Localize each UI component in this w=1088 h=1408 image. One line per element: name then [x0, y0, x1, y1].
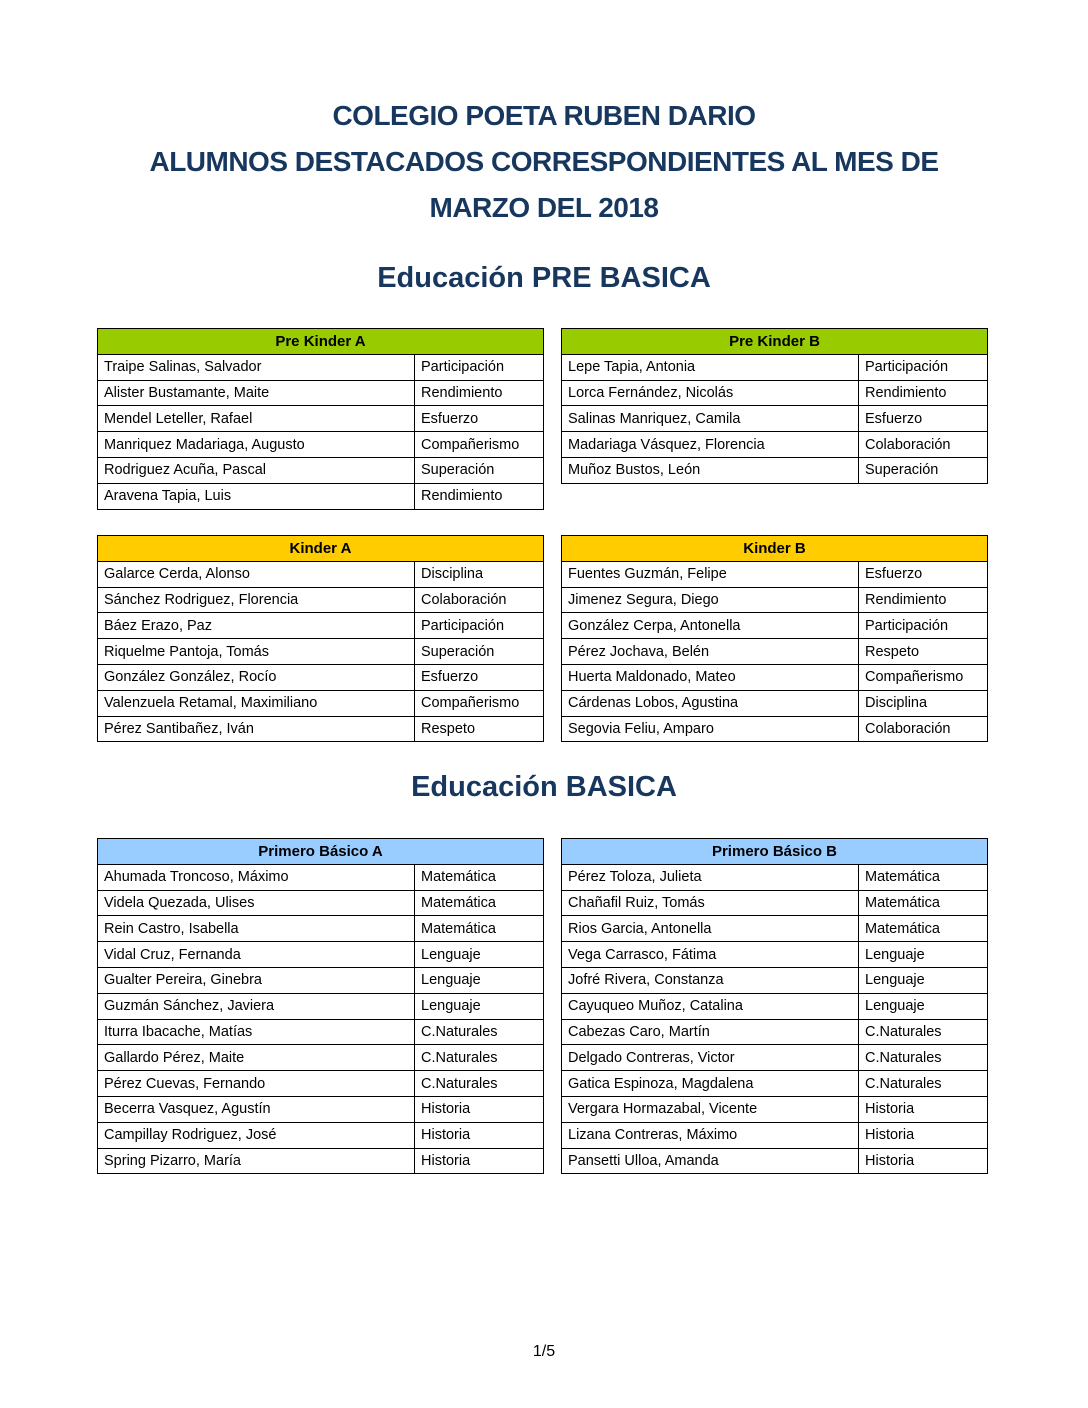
student-name: Lepe Tapia, Antonia — [562, 354, 859, 380]
table-row — [562, 993, 988, 1019]
distinction: Respeto — [859, 639, 988, 665]
distinction: Matemática — [415, 864, 544, 890]
student-name: Sánchez Rodriguez, Florencia — [98, 587, 415, 613]
student-name: Muñoz Bustos, León — [562, 457, 859, 483]
student-name: Cárdenas Lobos, Agustina — [562, 690, 859, 716]
table-row — [562, 354, 988, 380]
student-name: Videla Quezada, Ulises — [98, 890, 415, 916]
table-row — [98, 1096, 544, 1122]
student-name: González González, Rocío — [98, 664, 415, 690]
table-row — [562, 1019, 988, 1045]
table-row — [98, 690, 544, 716]
table-row — [98, 406, 544, 432]
student-name: Segovia Feliu, Amparo — [562, 716, 859, 742]
page-number: 1/5 — [532, 1343, 556, 1360]
student-name: Pansetti Ulloa, Amanda — [562, 1148, 859, 1174]
distinction: Lenguaje — [859, 942, 988, 968]
student-name: Huerta Maldonado, Mateo — [562, 664, 859, 690]
student-name: Jofré Rivera, Constanza — [562, 967, 859, 993]
table-row — [562, 1096, 988, 1122]
distinction: Colaboración — [415, 587, 544, 613]
distinction: Lenguaje — [415, 942, 544, 968]
table-row — [98, 1019, 544, 1045]
distinction: C.Naturales — [415, 1045, 544, 1071]
student-name: Valenzuela Retamal, Maximiliano — [98, 690, 415, 716]
group-header: Kinder A — [98, 536, 544, 562]
table-row — [98, 1071, 544, 1097]
table-row — [98, 942, 544, 968]
table-row — [562, 561, 988, 587]
distinction: C.Naturales — [859, 1045, 988, 1071]
distinction: Superación — [415, 457, 544, 483]
distinction: Rendimiento — [859, 587, 988, 613]
distinction: Disciplina — [859, 690, 988, 716]
student-name: Aravena Tapia, Luis — [98, 483, 415, 509]
student-name: Gatica Espinoza, Magdalena — [562, 1071, 859, 1097]
table-row — [562, 890, 988, 916]
distinction: Esfuerzo — [859, 406, 988, 432]
distinction: Historia — [859, 1122, 988, 1148]
table-row — [98, 354, 544, 380]
table-row — [562, 457, 988, 483]
student-name: Pérez Jochava, Belén — [562, 639, 859, 665]
student-name: Pérez Santibañez, Iván — [98, 716, 415, 742]
distinction: Esfuerzo — [415, 664, 544, 690]
student-name: Lorca Fernández, Nicolás — [562, 380, 859, 406]
table-row — [562, 587, 988, 613]
distinction: Matemática — [859, 890, 988, 916]
student-name: Gualter Pereira, Ginebra — [98, 967, 415, 993]
distinction: Superación — [859, 457, 988, 483]
group-header: Pre Kinder A — [98, 329, 544, 355]
distinction: C.Naturales — [415, 1019, 544, 1045]
student-name: Guzmán Sánchez, Javiera — [98, 993, 415, 1019]
student-name: Riquelme Pantoja, Tomás — [98, 639, 415, 665]
distinction: Historia — [859, 1148, 988, 1174]
table-row — [98, 561, 544, 587]
distinction: Colaboración — [859, 716, 988, 742]
student-name: Jimenez Segura, Diego — [562, 587, 859, 613]
distinction: Rendimiento — [859, 380, 988, 406]
table-row — [98, 432, 544, 458]
student-name: Spring Pizarro, María — [98, 1148, 415, 1174]
student-name: Rodriguez Acuña, Pascal — [98, 457, 415, 483]
table-row — [562, 1071, 988, 1097]
table-row — [562, 406, 988, 432]
student-name: Lizana Contreras, Máximo — [562, 1122, 859, 1148]
table-row — [562, 613, 988, 639]
student-name: Traipe Salinas, Salvador — [98, 354, 415, 380]
table-row — [98, 916, 544, 942]
table-pre-kinder-b — [561, 328, 988, 484]
student-name: González Cerpa, Antonella — [562, 613, 859, 639]
table-row — [562, 967, 988, 993]
table-row — [562, 864, 988, 890]
student-name: Manriquez Madariaga, Augusto — [98, 432, 415, 458]
document-title: ALUMNOS DESTACADOS CORRESPONDIENTES AL MES DE — [149, 146, 939, 177]
distinction: Colaboración — [859, 432, 988, 458]
section-heading-basica: Educación BASICA — [411, 771, 677, 803]
table-pre-kinder-a — [97, 328, 544, 510]
table-row — [98, 967, 544, 993]
group-header: Pre Kinder B — [562, 329, 988, 355]
distinction: Lenguaje — [859, 993, 988, 1019]
table-row — [98, 1148, 544, 1174]
student-name: Mendel Leteller, Rafael — [98, 406, 415, 432]
distinction: Superación — [415, 639, 544, 665]
distinction: Matemática — [415, 890, 544, 916]
table-primero-basico-b — [561, 838, 988, 1174]
table-row — [562, 664, 988, 690]
table-kinder-a — [97, 535, 544, 742]
student-name: Ahumada Troncoso, Máximo — [98, 864, 415, 890]
distinction: Historia — [415, 1096, 544, 1122]
student-name: Galarce Cerda, Alonso — [98, 561, 415, 587]
table-row — [98, 716, 544, 742]
section-heading-pre-basica: Educación PRE BASICA — [377, 262, 711, 294]
student-name: Fuentes Guzmán, Felipe — [562, 561, 859, 587]
table-row — [562, 639, 988, 665]
student-name: Delgado Contreras, Victor — [562, 1045, 859, 1071]
table-row — [98, 864, 544, 890]
table-row — [562, 432, 988, 458]
table-row — [98, 664, 544, 690]
table-row — [98, 890, 544, 916]
student-name: Salinas Manriquez, Camila — [562, 406, 859, 432]
student-name: Alister Bustamante, Maite — [98, 380, 415, 406]
distinction: Matemática — [415, 916, 544, 942]
distinction: Compañerismo — [415, 690, 544, 716]
table-row — [562, 916, 988, 942]
table-row — [98, 1045, 544, 1071]
student-name: Vega Carrasco, Fátima — [562, 942, 859, 968]
distinction: Compañerismo — [859, 664, 988, 690]
student-name: Chañafil Ruiz, Tomás — [562, 890, 859, 916]
distinction: Matemática — [859, 916, 988, 942]
distinction: Lenguaje — [415, 993, 544, 1019]
group-header: Primero Básico B — [562, 839, 988, 865]
student-name: Campillay Rodriguez, José — [98, 1122, 415, 1148]
distinction: Participación — [859, 613, 988, 639]
student-name: Pérez Cuevas, Fernando — [98, 1071, 415, 1097]
table-row — [98, 587, 544, 613]
table-row — [562, 1148, 988, 1174]
table-row — [562, 716, 988, 742]
table-primero-basico-a — [97, 838, 544, 1174]
distinction: Lenguaje — [415, 967, 544, 993]
distinction: Esfuerzo — [859, 561, 988, 587]
group-header: Kinder B — [562, 536, 988, 562]
distinction: Disciplina — [415, 561, 544, 587]
student-name: Vergara Hormazabal, Vicente — [562, 1096, 859, 1122]
distinction: Rendimiento — [415, 483, 544, 509]
group-header: Primero Básico A — [98, 839, 544, 865]
student-name: Rios Garcia, Antonella — [562, 916, 859, 942]
student-name: Becerra Vasquez, Agustín — [98, 1096, 415, 1122]
table-row — [98, 993, 544, 1019]
student-name: Madariaga Vásquez, Florencia — [562, 432, 859, 458]
distinction: Lenguaje — [859, 967, 988, 993]
distinction: C.Naturales — [859, 1019, 988, 1045]
distinction: Historia — [415, 1122, 544, 1148]
table-row — [562, 690, 988, 716]
distinction: Compañerismo — [415, 432, 544, 458]
table-row — [98, 457, 544, 483]
table-row — [98, 613, 544, 639]
student-name: Rein Castro, Isabella — [98, 916, 415, 942]
table-kinder-b — [561, 535, 988, 742]
distinction: Matemática — [859, 864, 988, 890]
distinction: Historia — [415, 1148, 544, 1174]
document-subtitle: MARZO DEL 2018 — [429, 192, 659, 223]
distinction: C.Naturales — [415, 1071, 544, 1097]
student-name: Iturra Ibacache, Matías — [98, 1019, 415, 1045]
student-name: Cayuqueo Muñoz, Catalina — [562, 993, 859, 1019]
distinction: Esfuerzo — [415, 406, 544, 432]
table-row — [98, 380, 544, 406]
distinction: C.Naturales — [859, 1071, 988, 1097]
table-row — [98, 1122, 544, 1148]
student-name: Báez Erazo, Paz — [98, 613, 415, 639]
school-name: COLEGIO POETA RUBEN DARIO — [332, 100, 756, 131]
distinction: Historia — [859, 1096, 988, 1122]
table-row — [562, 1045, 988, 1071]
student-name: Gallardo Pérez, Maite — [98, 1045, 415, 1071]
student-name: Cabezas Caro, Martín — [562, 1019, 859, 1045]
student-name: Vidal Cruz, Fernanda — [98, 942, 415, 968]
distinction: Participación — [415, 613, 544, 639]
distinction: Participación — [415, 354, 544, 380]
table-row — [562, 942, 988, 968]
distinction: Rendimiento — [415, 380, 544, 406]
distinction: Respeto — [415, 716, 544, 742]
table-row — [562, 380, 988, 406]
table-row — [562, 1122, 988, 1148]
table-row — [98, 483, 544, 509]
student-name: Pérez Toloza, Julieta — [562, 864, 859, 890]
distinction: Participación — [859, 354, 988, 380]
table-row — [98, 639, 544, 665]
